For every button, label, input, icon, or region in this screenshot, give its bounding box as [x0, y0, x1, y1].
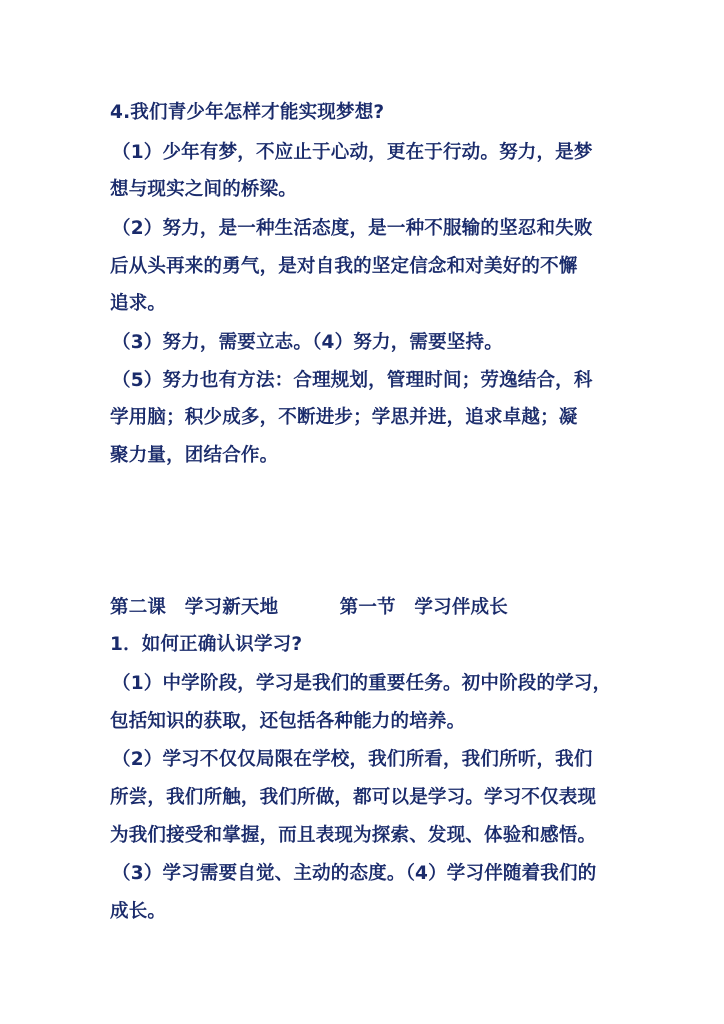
- question-heading-1: 1．如何正确认识学习?: [110, 634, 303, 655]
- paragraph-line: （3）学习需要自觉、主动的态度。（4）学习伴随着我们的: [112, 863, 597, 884]
- paragraph-line: （2）努力，是一种生活态度，是一种不服输的坚忍和失败: [112, 218, 593, 239]
- paragraph-line: 所尝，我们所触，我们所做，都可以是学习。学习不仅表现: [110, 787, 597, 808]
- paragraph-line: （1）少年有梦，不应止于心动，更在于行动。努力，是梦: [112, 142, 593, 163]
- lesson-heading: [110, 595, 508, 621]
- paragraph-line: （5）努力也有方法：合理规划，管理时间；劳逸结合，科: [112, 370, 593, 391]
- paragraph-line: 聚力量，团结合作。: [110, 445, 279, 466]
- paragraph-line: 追求。: [110, 293, 167, 314]
- paragraph-line: 学用脑；积少成多，不断进步；学思并进，追求卓越；凝: [110, 407, 578, 428]
- paragraph-line: （2）学习不仅仅局限在学校，我们所看，我们所听，我们: [112, 749, 593, 770]
- section-title: 第一节 学习伴成长: [339, 597, 508, 618]
- paragraph-line: 为我们接受和掌握，而且表现为探索、发现、体验和感悟。: [110, 825, 597, 846]
- lesson-title: 第二课 学习新天地: [110, 597, 279, 618]
- paragraph-line: 成长。: [110, 901, 167, 922]
- question-heading-4: 4.我们青少年怎样才能实现梦想?: [110, 102, 385, 123]
- paragraph-line: （3）努力，需要立志。（4）努力，需要坚持。: [112, 332, 503, 353]
- paragraph-line: 包括知识的获取，还包括各种能力的培养。: [110, 711, 466, 732]
- paragraph-line: 想与现实之间的桥梁。: [110, 179, 298, 200]
- paragraph-line: 后从头再来的勇气，是对自我的坚定信念和对美好的不懈: [110, 256, 578, 277]
- paragraph-line: （1）中学阶段，学习是我们的重要任务。初中阶段的学习，: [112, 673, 612, 694]
